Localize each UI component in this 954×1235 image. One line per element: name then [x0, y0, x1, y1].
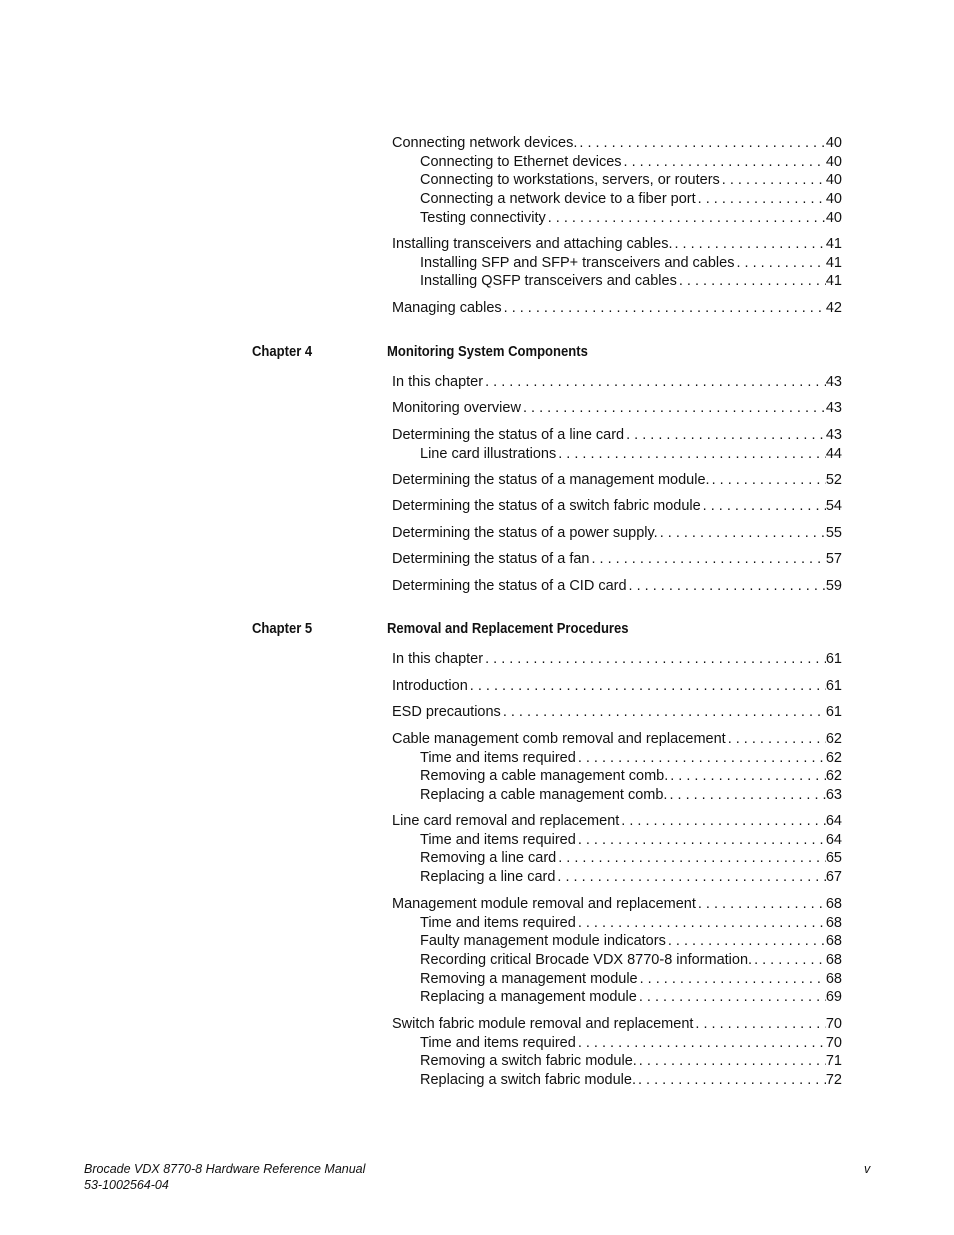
chapter-5-label: Chapter 5: [252, 621, 313, 637]
toc-entry[interactable]: [392, 299, 842, 318]
toc-entry-page: 68: [825, 952, 842, 969]
toc-entry-title: Replacing a management module: [420, 989, 637, 1006]
toc-entry-page: 71: [825, 1053, 842, 1070]
toc-entry[interactable]: [392, 786, 842, 805]
dot-leader: [501, 703, 826, 722]
toc-entry[interactable]: [392, 134, 842, 153]
toc-entry-page: 40: [825, 153, 842, 170]
toc-group: [392, 497, 842, 516]
toc-entry-page: 70: [825, 1034, 842, 1051]
toc-group: [392, 426, 842, 463]
toc-entry[interactable]: [392, 749, 842, 768]
toc-entry-title: Time and items required: [420, 1034, 576, 1051]
dot-leader: [556, 445, 826, 464]
toc-group: [392, 650, 842, 669]
toc-entry[interactable]: [392, 868, 842, 887]
toc-group: [392, 703, 842, 722]
toc-entry-page: 62: [825, 731, 842, 747]
toc-entry-title: Line card illustrations: [420, 445, 557, 462]
dot-leader: [483, 650, 826, 669]
dot-leader: [546, 209, 826, 228]
toc-entry[interactable]: [392, 1015, 842, 1034]
toc-entry[interactable]: [392, 1052, 842, 1071]
toc-entry-page: 64: [825, 813, 842, 829]
toc-entry-title: Time and items required: [420, 749, 576, 766]
toc-entry-title: Removing a line card: [420, 850, 557, 867]
dot-leader: [637, 1052, 826, 1071]
chapter-5-title: Removal and Replacement Procedures: [387, 621, 629, 637]
toc-entry-title: In this chapter: [392, 374, 484, 390]
toc-entry-title: Installing QSFP transceivers and cables: [420, 273, 677, 290]
toc-entry-title: Determining the status of a CID card: [392, 578, 627, 594]
toc-entry-page: 40: [825, 191, 842, 208]
dot-leader: [673, 235, 826, 254]
toc-group: [392, 235, 842, 291]
toc-entry-page: 70: [825, 1016, 842, 1032]
toc-entry-title: Removing a management module: [420, 970, 638, 987]
toc-entry[interactable]: [392, 988, 842, 1007]
toc-entry-page: 41: [825, 273, 842, 290]
toc-entry-page: 55: [825, 525, 842, 541]
toc-entry-title: Connecting network devices.: [392, 135, 578, 151]
toc-entry-page: 43: [825, 374, 842, 390]
toc-entry-title: Recording critical Brocade VDX 8770-8 information.: [420, 952, 753, 969]
toc-entry[interactable]: [392, 1071, 842, 1090]
dot-leader: [622, 153, 826, 172]
toc-entry[interactable]: [392, 812, 842, 831]
toc-entry-page: 68: [825, 933, 842, 950]
toc-entry-page: 61: [825, 704, 842, 720]
toc-entry[interactable]: [392, 650, 842, 669]
dot-leader: [696, 190, 826, 209]
footer-page-number: v: [864, 1162, 871, 1176]
toc-entry[interactable]: [392, 209, 842, 228]
toc-entry[interactable]: [392, 497, 842, 516]
toc-entry-title: Switch fabric module removal and replacement: [392, 1016, 694, 1032]
toc-entry-page: 57: [825, 551, 842, 567]
toc-entry[interactable]: [392, 951, 842, 970]
toc-group: [392, 812, 842, 887]
dot-leader: [521, 399, 826, 418]
footer-doc-number: 53-1002564-04: [84, 1178, 169, 1192]
toc-entry-title: Removing a cable management comb.: [420, 768, 669, 785]
dot-leader: [668, 767, 826, 786]
toc-entry-title: Introduction: [392, 678, 468, 694]
toc-entry-page: 72: [825, 1072, 842, 1089]
toc-entry-page: 63: [825, 787, 842, 804]
toc-entry[interactable]: [392, 373, 842, 392]
toc-entry-title: Faulty management module indicators: [420, 933, 666, 950]
toc-entry-title: Connecting to Ethernet devices: [420, 153, 622, 170]
toc-entry[interactable]: [392, 970, 842, 989]
dot-leader: [556, 849, 826, 868]
toc-entry-title: Management module removal and replacement: [392, 896, 696, 912]
toc-entry-title: Managing cables: [392, 300, 502, 316]
toc-entry[interactable]: [392, 426, 842, 445]
dot-leader: [667, 786, 825, 805]
dot-leader: [720, 171, 826, 190]
toc-entry-page: 43: [825, 400, 842, 416]
toc-entry[interactable]: [392, 730, 842, 749]
toc-entry-title: Line card removal and replacement: [392, 813, 620, 829]
toc-group: [392, 677, 842, 696]
dot-leader: [555, 868, 825, 887]
toc-entry[interactable]: [392, 1034, 842, 1053]
chapter-4-label: Chapter 4: [252, 344, 313, 360]
toc-entry-title: Time and items required: [420, 831, 576, 848]
toc-group: [392, 524, 842, 543]
dot-leader: [502, 299, 826, 318]
toc-group: [392, 1015, 842, 1090]
toc-entry-page: 59: [825, 578, 842, 594]
chapter-4-title: Monitoring System Components: [387, 344, 588, 360]
toc-entry[interactable]: [392, 272, 842, 291]
toc-group: [392, 550, 842, 569]
toc-entry[interactable]: [392, 399, 842, 418]
toc-entry-title: Determining the status of a management module.: [392, 472, 710, 488]
toc-entry[interactable]: [392, 153, 842, 172]
toc-entry[interactable]: [392, 932, 842, 951]
toc-entry-title: Determining the status of a switch fabric module: [392, 498, 701, 514]
toc-entry-title: Cable management comb removal and replacement: [392, 731, 726, 747]
toc-entry[interactable]: [392, 677, 842, 696]
toc-entry-page: 68: [825, 896, 842, 912]
toc-entry[interactable]: [392, 445, 842, 464]
toc-entry-page: 68: [825, 970, 842, 987]
dot-leader: [638, 970, 826, 989]
toc-entry-page: 40: [825, 209, 842, 226]
toc-entry[interactable]: [392, 577, 842, 596]
toc-entry-page: 43: [825, 427, 842, 443]
toc-entry-title: Replacing a switch fabric module.: [420, 1072, 636, 1089]
dot-leader: [677, 272, 826, 291]
toc-entry-page: 40: [825, 172, 842, 189]
dot-leader: [734, 254, 825, 273]
toc-entry-page: 68: [825, 914, 842, 931]
dot-leader: [710, 471, 826, 490]
dot-leader: [658, 524, 826, 543]
toc-entry[interactable]: [392, 171, 842, 190]
toc-entry-title: Installing SFP and SFP+ transceivers and cables: [420, 254, 735, 271]
dot-leader: [726, 730, 826, 749]
toc-entry[interactable]: [392, 767, 842, 786]
toc-entry-page: 40: [825, 135, 842, 151]
dot-leader: [576, 914, 826, 933]
toc-entry-page: 52: [825, 472, 842, 488]
dot-leader: [627, 577, 826, 596]
dot-leader: [752, 951, 826, 970]
dot-leader: [576, 749, 826, 768]
dot-leader: [576, 1034, 826, 1053]
toc-entry-page: 64: [825, 831, 842, 848]
dot-leader: [468, 677, 826, 696]
dot-leader: [576, 831, 826, 850]
dot-leader: [636, 1071, 826, 1090]
toc-group: [392, 134, 842, 227]
toc-group: [392, 471, 842, 490]
toc-entry-page: 54: [825, 498, 842, 514]
toc-entry[interactable]: [392, 831, 842, 850]
dot-leader: [693, 1015, 825, 1034]
dot-leader: [577, 134, 825, 153]
toc-entry-page: 61: [825, 651, 842, 667]
toc-entry-title: Determining the status of a line card: [392, 427, 625, 443]
toc-entry-title: In this chapter: [392, 651, 484, 667]
toc-entry-title: Installing transceivers and attaching cables.: [392, 236, 673, 252]
toc-entry-page: 62: [825, 768, 842, 785]
toc-entry[interactable]: [392, 895, 842, 914]
toc-entry[interactable]: [392, 550, 842, 569]
toc-entry[interactable]: [392, 914, 842, 933]
toc-entry-title: Removing a switch fabric module.: [420, 1053, 637, 1070]
toc-group: [392, 399, 842, 418]
toc-entry[interactable]: [392, 524, 842, 543]
toc-entry-page: 42: [825, 300, 842, 316]
toc-entry-title: Connecting a network device to a fiber port: [420, 191, 696, 208]
dot-leader: [701, 497, 826, 516]
toc-entry-page: 67: [825, 869, 842, 886]
toc-entry-page: 44: [825, 445, 842, 462]
dot-leader: [637, 988, 826, 1007]
dot-leader: [483, 373, 826, 392]
toc-entry-title: Connecting to workstations, servers, or routers: [420, 172, 720, 189]
toc-entry-page: 41: [825, 236, 842, 252]
toc-group: [392, 577, 842, 596]
toc-entry-page: 41: [825, 254, 842, 271]
toc-entry-title: Determining the status of a fan: [392, 551, 590, 567]
toc-entry-page: 62: [825, 749, 842, 766]
toc-group: [392, 373, 842, 392]
toc-entry-page: 61: [825, 678, 842, 694]
toc-entry-page: 69: [825, 989, 842, 1006]
toc-group: [392, 730, 842, 805]
toc-entry-title: Replacing a line card: [420, 869, 556, 886]
dot-leader: [619, 812, 826, 831]
dot-leader: [666, 932, 826, 951]
toc-entry[interactable]: [392, 190, 842, 209]
toc-entry-title: ESD precautions: [392, 704, 501, 720]
dot-leader: [624, 426, 826, 445]
toc-entry-title: Monitoring overview: [392, 400, 521, 416]
toc-group: [392, 895, 842, 1007]
toc-entry[interactable]: [392, 471, 842, 490]
toc-entry-title: Replacing a cable management comb.: [420, 787, 668, 804]
dot-leader: [696, 895, 826, 914]
toc-entry[interactable]: [392, 254, 842, 273]
toc-entry-title: Determining the status of a power supply.: [392, 525, 658, 541]
toc-entry-page: 65: [825, 850, 842, 867]
toc-entry[interactable]: [392, 235, 842, 254]
toc-entry-title: Testing connectivity: [420, 209, 546, 226]
toc-entry-title: Time and items required: [420, 914, 576, 931]
footer-manual-title: Brocade VDX 8770-8 Hardware Reference Manual: [84, 1162, 366, 1176]
toc-entry[interactable]: [392, 703, 842, 722]
toc-group: [392, 299, 842, 318]
dot-leader: [589, 550, 825, 569]
toc-entry[interactable]: [392, 849, 842, 868]
